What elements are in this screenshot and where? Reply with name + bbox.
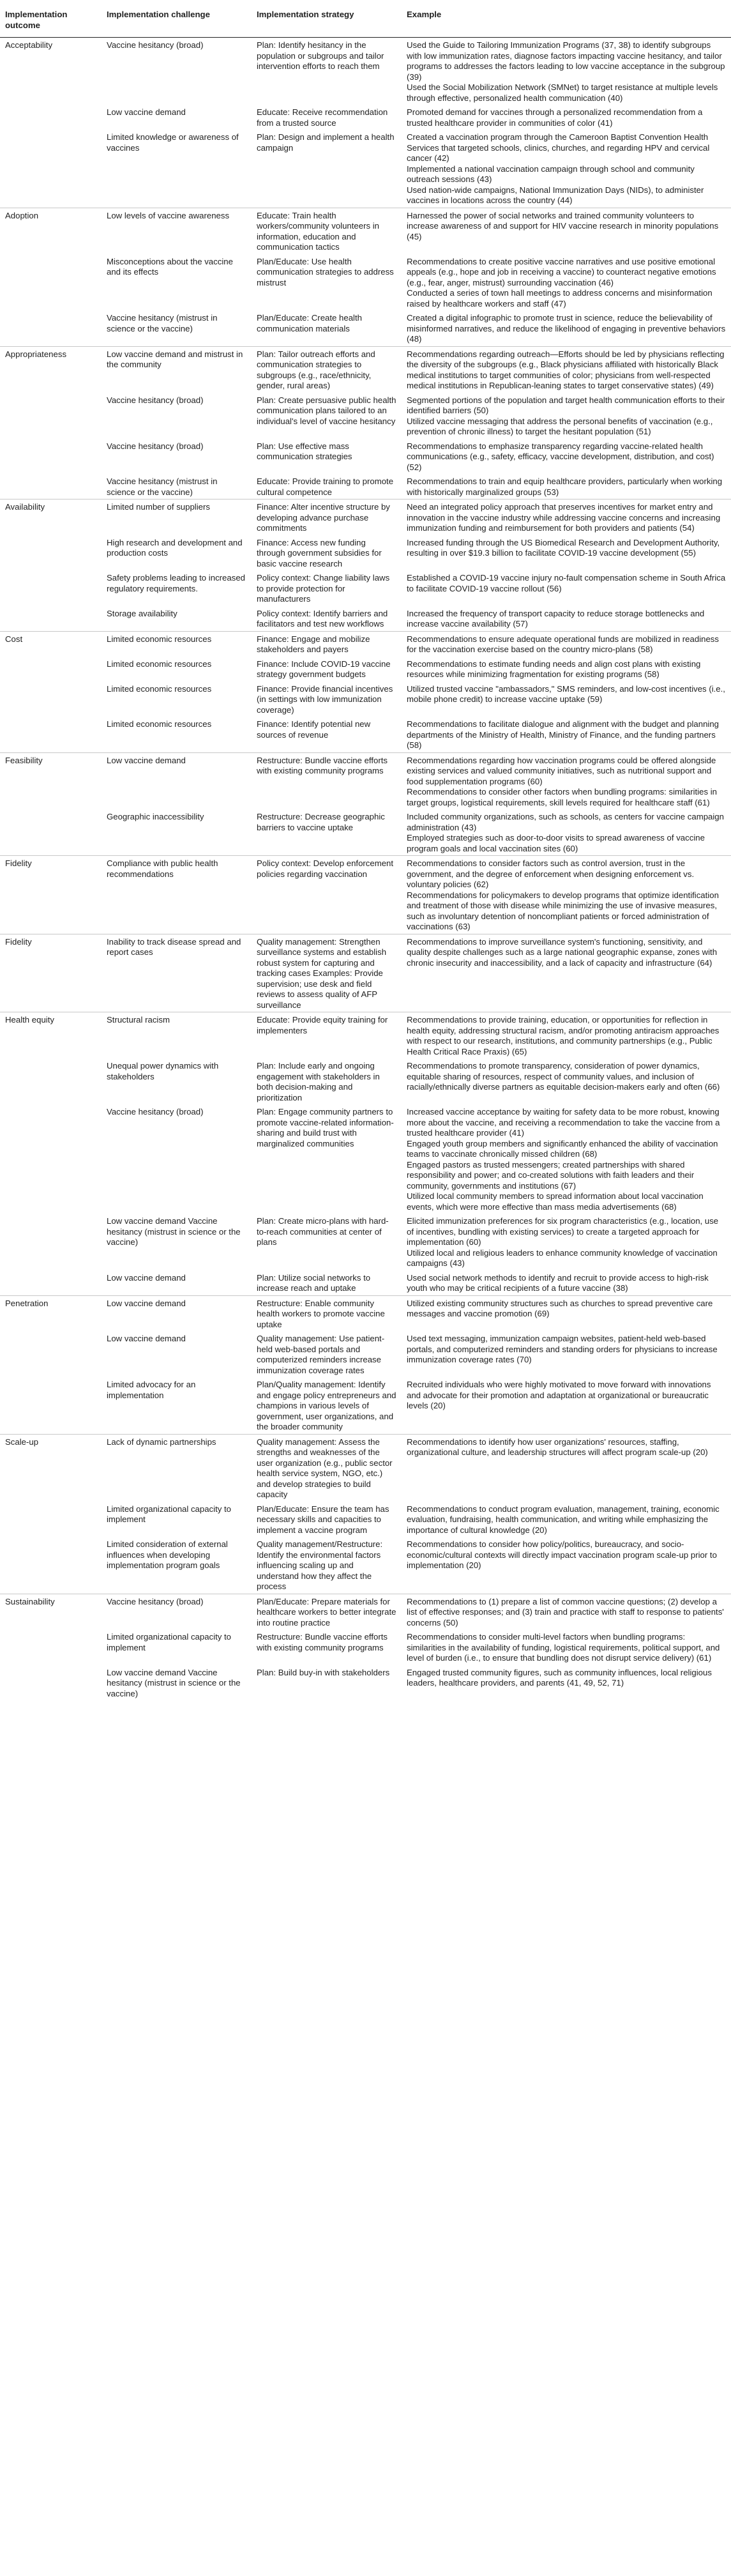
example-cell <box>402 934 731 1012</box>
strategy-cell: Plan: Create micro-plans with hard-to-reach communities at center of plans <box>257 1216 389 1247</box>
strategy-cell: Plan: Use effective mass communication strategies <box>257 441 352 461</box>
example-paragraph: Utilized existing community structures such as churches to spread preventive care messages and vaccine promotion (69) <box>407 1298 713 1318</box>
challenge-cell: Limited number of suppliers <box>102 499 252 535</box>
challenge-cell: Limited economic resources <box>107 719 212 729</box>
example-paragraph: Recommendations regarding outreach—Efforts should be led by physicians reflecting the diversity of the subgroups (e.g., Black physicians affiliated with historically Black medical institutions to target communities of color; physicians from well-respected medical institutions in Republican-leaning states to target conservative states) (49) <box>407 349 725 390</box>
table-row <box>0 535 731 571</box>
challenge-cell: Inability to track disease spread and report cases <box>102 934 252 1012</box>
example-paragraph: Recommendations to create positive vaccine narratives and use positive emotional appeals (e.g., hope and job in receiving a vaccine) to counteract negative emotions (e.g., fear, anger, mistrust) surrounding vaccination (46) <box>407 256 716 287</box>
outcome-cell: Availability <box>0 499 102 535</box>
table-row <box>0 474 731 499</box>
example-paragraph: Engaged trusted community figures, such as community influences, local religious leaders, healthcare providers, and parents (41, 49, 52, 71) <box>407 1667 712 1688</box>
example-paragraph: Employed strategies such as door-to-door visits to spread awareness of vaccine program goals and local vaccination sites (60) <box>407 833 705 853</box>
example-paragraph: Recommendations to emphasize transparency regarding vaccine-related health communications (e.g., safety, efficacy, vaccine development, distribution, and cost) (52) <box>407 441 714 472</box>
example-paragraph: Segmented portions of the population and target health communication efforts to their identified barriers (50) <box>407 395 725 415</box>
challenge-cell: Vaccine hesitancy (broad) <box>107 395 204 405</box>
example-paragraph: Conducted a series of town hall meetings to address concerns and misinformation raised by healthcare workers and staff (47) <box>407 288 712 309</box>
outcome-cell <box>0 570 102 606</box>
outcome-cell <box>0 1104 102 1214</box>
challenge-cell: Vaccine hesitancy (broad) <box>102 1594 252 1629</box>
challenge-cell: Limited organizational capacity to implement <box>107 1632 231 1652</box>
example-cell <box>402 393 731 439</box>
strategy-cell: Plan: Utilize social networks to increase reach and uptake <box>257 1272 371 1293</box>
challenge-cell: Vaccine hesitancy (broad) <box>107 40 204 50</box>
outcome-cell <box>0 1629 102 1665</box>
challenge-cell: Unequal power dynamics with stakeholders <box>107 1061 219 1081</box>
example-cell <box>402 717 731 752</box>
example-paragraph: Recommendations to consider how policy/politics, bureaucracy, and socio-economic/cultural contexts will directly impact vaccination program scale-up prior to implementation (20) <box>407 1539 717 1570</box>
challenge-cell: Low vaccine demand <box>107 107 186 117</box>
outcome-cell: Sustainability <box>0 1594 102 1629</box>
table-row <box>0 856 731 934</box>
example-paragraph: Recommendations to identify how user organizations' resources, staffing, organizational culture, and leadership structures will affect program scale-up (20) <box>407 1437 708 1457</box>
example-paragraph: Recommendations to (1) prepare a list of common vaccine questions; (2) develop a list of effective responses; and (3) train and practice with staff to response to patients' concerns (50) <box>407 1596 724 1627</box>
outcome-cell <box>0 809 102 856</box>
example-paragraph: Recommendations regarding how vaccination programs could be offered alongside existing services and valued community initiatives, such as nutritional support and food supplementation programs (60) <box>407 755 716 786</box>
example-paragraph: Harnessed the power of social networks and trained community volunteers to increase awareness of and support for HIV vaccine research in minority populations (45) <box>407 210 719 241</box>
example-paragraph: Utilized vaccine messaging that address the personal benefits of vaccination (e.g., prevention of chronic illness) to target the hesitant population (51) <box>407 416 713 436</box>
header-outcome: Implementation outcome <box>0 0 102 38</box>
outcome-cell: Scale-up <box>0 1434 102 1502</box>
example-paragraph: Included community organizations, such as schools, as centers for vaccine campaign administration (43) <box>407 812 724 832</box>
strategy-cell: Plan: Design and implement a health campaign <box>257 132 395 153</box>
table-row <box>0 38 731 105</box>
example-paragraph: Increased the frequency of transport capacity to reduce storage bottlenecks and increase vaccine availability (57) <box>407 608 705 629</box>
example-paragraph: Recommendations to ensure adequate operational funds are mobilized in readiness for the vaccination exercise based on the country micro-plans (58) <box>407 634 719 654</box>
example-cell <box>402 1104 731 1214</box>
table-row <box>0 1434 731 1502</box>
table-row <box>0 934 731 1012</box>
challenge-cell: Compliance with public health recommendations <box>102 856 252 934</box>
table-body <box>0 38 731 1701</box>
strategy-cell: Policy context: Develop enforcement policies regarding vaccination <box>252 856 402 934</box>
strategy-cell: Policy context: Change liability laws to provide protection for manufacturers <box>257 573 390 604</box>
outcome-cell <box>0 1537 102 1594</box>
example-paragraph: Used the Guide to Tailoring Immunization Programs (37, 38) to identify subgroups with low immunization rates, diagnose factors impacting vaccine hesitancy, and tailor programs to addresses the factors leading to low vaccine acceptance in the subgroup (39) <box>407 40 725 82</box>
example-paragraph: Recommendations for policymakers to develop programs that optimize identification and treatment of those with disease while minimizing the use of invasive measures, such as involuntary detention of noncompliant patients or forced administration of vaccinations (63) <box>407 890 719 931</box>
example-cell <box>402 1434 731 1502</box>
table-row <box>0 1629 731 1665</box>
challenge-cell: High research and development and production costs <box>107 537 243 558</box>
strategy-cell: Quality management/Restructure: Identify the environmental factors influencing scaling up and understand how they affect the process <box>257 1539 383 1591</box>
table-row <box>0 606 731 632</box>
table-row <box>0 208 731 254</box>
strategy-cell: Quality management: Assess the strengths and weaknesses of the user organization (e.g., public sector health service system, NGO, etc.) and develop strategies to build capacity <box>252 1434 402 1502</box>
outcome-cell <box>0 1214 102 1270</box>
example-cell <box>402 474 731 499</box>
example-cell <box>402 1331 731 1377</box>
outcome-cell <box>0 310 102 346</box>
strategy-cell: Finance: Include COVID-19 vaccine strategy government budgets <box>257 659 391 679</box>
strategy-cell: Plan: Include early and ongoing engagement with stakeholders in both decision-making and prioritization <box>257 1061 380 1102</box>
table-row <box>0 682 731 717</box>
example-paragraph: Recommendations to facilitate dialogue and alignment with the budget and planning departments of the Ministry of Health, Ministry of Finance, and the funding partners (58) <box>407 719 719 750</box>
table-row <box>0 1331 731 1377</box>
strategy-cell: Restructure: Bundle vaccine efforts with existing community programs <box>257 1632 388 1652</box>
strategy-cell: Plan/Educate: Prepare materials for healthcare workers to better integrate into routine practice <box>252 1594 402 1629</box>
outcome-cell: Penetration <box>0 1295 102 1331</box>
example-cell <box>402 1665 731 1701</box>
table-row <box>0 1104 731 1214</box>
table-row <box>0 130 731 208</box>
strategy-cell: Restructure: Enable community health workers to promote vaccine uptake <box>252 1295 402 1331</box>
strategy-cell: Quality management: Strengthen surveillance systems and establish robust system for capturing and tracking cases Examples: Provide supervision; use desk and field reviews to assess quality of AFP surveillance <box>252 934 402 1012</box>
example-paragraph: Used social network methods to identify and recruit to provide access to high-risk youth who may be critical recipients of a future vaccine (38) <box>407 1272 709 1293</box>
challenge-cell: Limited consideration of external influences when developing implementation program goals <box>107 1539 228 1570</box>
example-cell <box>402 1270 731 1296</box>
outcome-cell <box>0 1331 102 1377</box>
outcome-cell: Feasibility <box>0 752 102 809</box>
outcome-cell: Fidelity <box>0 934 102 1012</box>
table-row <box>0 631 731 657</box>
challenge-cell: Limited economic resources <box>102 631 252 657</box>
outcome-cell <box>0 439 102 475</box>
table-row <box>0 1214 731 1270</box>
outcome-cell <box>0 393 102 439</box>
example-cell <box>402 105 731 130</box>
table-row <box>0 439 731 475</box>
example-cell <box>402 346 731 393</box>
table-row <box>0 1665 731 1701</box>
outcome-cell <box>0 1377 102 1434</box>
challenge-cell: Low vaccine demand <box>102 752 252 809</box>
example-paragraph: Recommendations to consider multi-level factors when bundling programs: similarities in the availability of funding, logistical requirements, political support, and level of burden (i.e., to ensure that bundling does not disrupt service delivery) (61) <box>407 1632 720 1663</box>
example-cell <box>402 657 731 682</box>
challenge-cell: Low vaccine demand Vaccine hesitancy (mistrust in science or the vaccine) <box>107 1216 241 1247</box>
challenge-cell: Lack of dynamic partnerships <box>102 1434 252 1502</box>
example-paragraph: Implemented a national vaccination campaign through school and community outreach sessions (43) <box>407 164 695 184</box>
strategy-cell: Plan/Educate: Use health communication strategies to address mistrust <box>257 256 394 287</box>
example-cell <box>402 1377 731 1434</box>
example-paragraph: Recommendations to conduct program evaluation, management, training, economic evaluation, fundraising, health communication, and writing while emphasizing the importance of cultural knowledge (20) <box>407 1504 720 1535</box>
challenge-cell: Geographic inaccessibility <box>107 812 204 821</box>
challenge-cell: Misconceptions about the vaccine and its effects <box>107 256 233 277</box>
example-cell <box>402 499 731 535</box>
strategy-cell: Educate: Provide equity training for implementers <box>252 1012 402 1059</box>
example-paragraph: Elicited immunization preferences for six program characteristics (e.g., location, use of incentives, bundling with existing services) to create a targeted approach for implementation (60) <box>407 1216 719 1247</box>
strategy-cell: Finance: Provide financial incentives (in settings with low immunization coverage) <box>257 683 393 715</box>
challenge-cell: Limited economic resources <box>107 659 212 669</box>
table-row <box>0 1502 731 1537</box>
example-cell <box>402 856 731 934</box>
strategy-cell: Plan/Educate: Ensure the team has necessary skills and capacities to implement a vaccine program <box>257 1504 389 1535</box>
outcome-cell <box>0 130 102 208</box>
example-cell <box>402 1629 731 1665</box>
outcome-cell <box>0 717 102 752</box>
table-row <box>0 717 731 752</box>
header-example: Example <box>402 0 731 38</box>
example-paragraph: Recommendations to improve surveillance system's functioning, sensitivity, and quality despite challenges such as a large national geographic expanse, zones with chronic insecurity and inaccessibility, and a lack of capacity and infrastructure (64) <box>407 936 718 968</box>
example-paragraph: Used nation-wide campaigns, National Immunization Days (NIDs), to administer vaccines in locations across the country (44) <box>407 185 704 205</box>
example-cell <box>402 1502 731 1537</box>
outcome-cell: Fidelity <box>0 856 102 934</box>
example-cell <box>402 208 731 254</box>
strategy-cell: Policy context: Identify barriers and facilitators and test new workflows <box>257 608 388 629</box>
table-row <box>0 1058 731 1104</box>
example-cell <box>402 1295 731 1331</box>
strategy-cell: Plan: Tailor outreach efforts and communication strategies to subgroups (e.g., race/ethnicity, gender, rural areas) <box>252 346 402 393</box>
example-cell <box>402 682 731 717</box>
strategy-cell: Finance: Engage and mobilize stakeholders and payers <box>252 631 402 657</box>
strategy-cell: Plan: Identify hesitancy in the population or subgroups and tailor intervention efforts to reach them <box>257 40 384 71</box>
header-strategy: Implementation strategy <box>252 0 402 38</box>
strategy-cell: Restructure: Bundle vaccine efforts with existing community programs <box>252 752 402 809</box>
table-row <box>0 1537 731 1594</box>
example-cell <box>402 310 731 346</box>
header-challenge: Implementation challenge <box>102 0 252 38</box>
strategy-cell: Educate: Receive recommendation from a trusted source <box>257 107 388 128</box>
challenge-cell: Safety problems leading to increased regulatory requirements. <box>107 573 245 593</box>
challenge-cell: Vaccine hesitancy (mistrust in science or the vaccine) <box>107 313 218 333</box>
table-header-row <box>0 0 731 38</box>
example-paragraph: Used the Social Mobilization Network (SMNet) to target resistance at multiple levels through effective, personalized health communication (40) <box>407 82 718 103</box>
example-paragraph: Engaged youth group members and significantly enhanced the ability of vaccination teams to vaccinate chronically missed children (68) <box>407 1138 718 1159</box>
table-row <box>0 752 731 809</box>
example-cell <box>402 1537 731 1594</box>
strategy-cell: Finance: Access new funding through government subsidies for basic vaccine research <box>257 537 382 568</box>
outcome-cell <box>0 1270 102 1296</box>
challenge-cell: Low vaccine demand <box>107 1334 186 1343</box>
example-cell <box>402 535 731 571</box>
outcome-cell <box>0 254 102 311</box>
example-cell <box>402 1058 731 1104</box>
example-paragraph: Recommendations to train and equip healthcare providers, particularly when working with historically marginalized groups (53) <box>407 476 723 497</box>
strategy-cell: Restructure: Decrease geographic barriers to vaccine uptake <box>257 812 385 832</box>
outcome-cell <box>0 1502 102 1537</box>
example-cell <box>402 1214 731 1270</box>
challenge-cell: Limited advocacy for an implementation <box>107 1380 196 1400</box>
challenge-cell: Low vaccine demand Vaccine hesitancy (mistrust in science or the vaccine) <box>107 1667 241 1698</box>
example-paragraph: Created a digital infographic to promote trust in science, reduce the believability of misinformed narratives, and reduce the likelihood of engaging in preventive behaviors (48) <box>407 313 726 344</box>
example-paragraph: Increased funding through the US Biomedical Research and Development Authority, resulting in over $19.3 billion to facilitate COVID-19 vaccine development (55) <box>407 537 720 558</box>
example-paragraph: Used text messaging, immunization campaign websites, patient-held web-based portals, and computerized reminders and standing orders for physicians to increase immunization coverage rates (70) <box>407 1334 718 1364</box>
table-row <box>0 1012 731 1059</box>
outcome-cell <box>0 535 102 571</box>
challenge-cell: Vaccine hesitancy (broad) <box>107 1107 204 1117</box>
outcome-cell: Cost <box>0 631 102 657</box>
outcome-cell <box>0 606 102 632</box>
challenge-cell: Low levels of vaccine awareness <box>102 208 252 254</box>
table-row <box>0 657 731 682</box>
table-row <box>0 1295 731 1331</box>
table-row <box>0 254 731 311</box>
table-row <box>0 346 731 393</box>
table-row <box>0 1377 731 1434</box>
outcome-cell <box>0 474 102 499</box>
table-row <box>0 1594 731 1629</box>
challenge-cell: Storage availability <box>107 608 177 618</box>
example-paragraph: Created a vaccination program through the Cameroon Baptist Convention Health Services that targeted schools, clinics, churches, and regarding HPV and cervical cancer (42) <box>407 132 710 163</box>
example-paragraph: Recommendations to estimate funding needs and align cost plans with existing resources while minimizing fragmentation for existing programs (58) <box>407 659 701 679</box>
strategy-cell: Finance: Identify potential new sources of revenue <box>257 719 371 740</box>
example-cell <box>402 38 731 105</box>
challenge-cell: Low vaccine demand <box>107 1272 186 1283</box>
example-cell <box>402 130 731 208</box>
strategy-cell: Plan: Engage community partners to promote vaccine-related information-sharing and build trust with marginalized communities <box>257 1107 394 1148</box>
example-paragraph: Utilized trusted vaccine "ambassadors," SMS reminders, and low-cost incentives (i.e., mobile phone credit) to increase vaccine uptake (59) <box>407 683 725 704</box>
table-row <box>0 105 731 130</box>
table-row <box>0 809 731 856</box>
example-cell <box>402 254 731 311</box>
example-paragraph: Increased vaccine acceptance by waiting for safety data to be more robust, knowing more about the vaccine, and receiving a recommendation to take the vaccine from a trusted healthcare provider (41) <box>407 1107 720 1138</box>
example-paragraph: Utilized local community members to spread information about local vaccination events, which were more effective than mass media advertisements (68) <box>407 1191 704 1212</box>
table-row <box>0 570 731 606</box>
outcome-cell <box>0 682 102 717</box>
outcome-cell <box>0 1665 102 1701</box>
outcome-cell <box>0 657 102 682</box>
challenge-cell: Low vaccine demand <box>102 1295 252 1331</box>
example-paragraph: Recommendations to promote transparency, consideration of power dynamics, equitable sharing of resources, respect of community values, and inclusion of racially/ethnically diverse partners as equitable decision-makers early and often (66) <box>407 1061 720 1092</box>
example-paragraph: Established a COVID-19 vaccine injury no-fault compensation scheme in South Africa to facilitate COVID-19 vaccine rollout (56) <box>407 573 726 593</box>
challenge-cell: Vaccine hesitancy (broad) <box>107 441 204 451</box>
table-row <box>0 310 731 346</box>
strategy-cell: Finance: Alter incentive structure by developing advance purchase commitments <box>252 499 402 535</box>
example-cell <box>402 631 731 657</box>
outcome-cell: Appropriateness <box>0 346 102 393</box>
example-paragraph: Utilized local and religious leaders to enhance community knowledge of vaccination campaigns (43) <box>407 1247 718 1268</box>
strategy-cell: Quality management: Use patient-held web-based portals and computerized reminders increase immunization coverage rates <box>257 1334 385 1375</box>
example-cell <box>402 1012 731 1059</box>
table-row <box>0 393 731 439</box>
example-cell <box>402 809 731 856</box>
challenge-cell: Limited organizational capacity to implement <box>107 1504 231 1524</box>
example-paragraph: Recommendations to consider factors such as control aversion, trust in the government, and the degree of enforcement when designing enforcement vs. voluntary policies (62) <box>407 858 695 889</box>
strategy-cell: Educate: Provide training to promote cultural competence <box>257 476 394 497</box>
challenge-cell: Low vaccine demand and mistrust in the community <box>102 346 252 393</box>
challenge-cell: Limited knowledge or awareness of vaccines <box>107 132 239 153</box>
example-paragraph: Recommendations to consider other factors when bundling programs: similarities in target groups, logistical requirements, skill levels required for healthcare staff (61) <box>407 787 717 807</box>
strategy-cell: Plan: Build buy-in with stakeholders <box>257 1667 390 1677</box>
example-paragraph: Recruited individuals who were highly motivated to move forward with innovations and advocate for their promotion and adaptation at organizational or bureaucratic levels (20) <box>407 1380 711 1410</box>
outcome-cell <box>0 1058 102 1104</box>
example-cell <box>402 1594 731 1629</box>
example-cell <box>402 752 731 809</box>
outcome-cell: Adoption <box>0 208 102 254</box>
table-row <box>0 499 731 535</box>
outcome-cell: Health equity <box>0 1012 102 1059</box>
challenge-cell: Vaccine hesitancy (mistrust in science or the vaccine) <box>107 476 218 497</box>
strategy-cell: Educate: Train health workers/community volunteers in information, education and communication tactics <box>252 208 402 254</box>
challenge-cell: Structural racism <box>102 1012 252 1059</box>
example-paragraph: Need an integrated policy approach that preserves incentives for market entry and innovation in the vaccine industry while addressing vaccine concerns and increasing immunization funding and reimbursement for both providers and patients (54) <box>407 502 721 533</box>
challenge-cell: Limited economic resources <box>107 683 212 694</box>
outcome-cell <box>0 105 102 130</box>
example-cell <box>402 570 731 606</box>
outcome-cell: Acceptability <box>5 40 53 50</box>
example-paragraph: Recommendations to provide training, education, or opportunities for reflection in health equity, addressing structural racism, and/or promoting antiracism approaches with respect to our research, institutions, and community partnerships (e.g., Public Health Critical Race Praxis) (65) <box>407 1015 720 1056</box>
example-paragraph: Engaged pastors as trusted messengers; created partnerships with shared responsibility and power; and co-created solutions with faith leaders and their community, governments and institutions (67) <box>407 1159 695 1191</box>
strategy-cell: Plan: Create persuasive public health communication plans tailored to an individual's level of vaccine hesitancy <box>257 395 396 426</box>
strategy-cell: Plan/Quality management: Identify and engage policy entrepreneurs and champions in various levels of government, user organizations, and the broader community <box>257 1380 396 1431</box>
example-cell <box>402 439 731 475</box>
table-row <box>0 1270 731 1296</box>
example-paragraph: Promoted demand for vaccines through a personalized recommendation from a trusted healthcare provider in communities of color (41) <box>407 107 703 128</box>
example-cell <box>402 606 731 632</box>
strategy-cell: Plan/Educate: Create health communication materials <box>257 313 362 333</box>
